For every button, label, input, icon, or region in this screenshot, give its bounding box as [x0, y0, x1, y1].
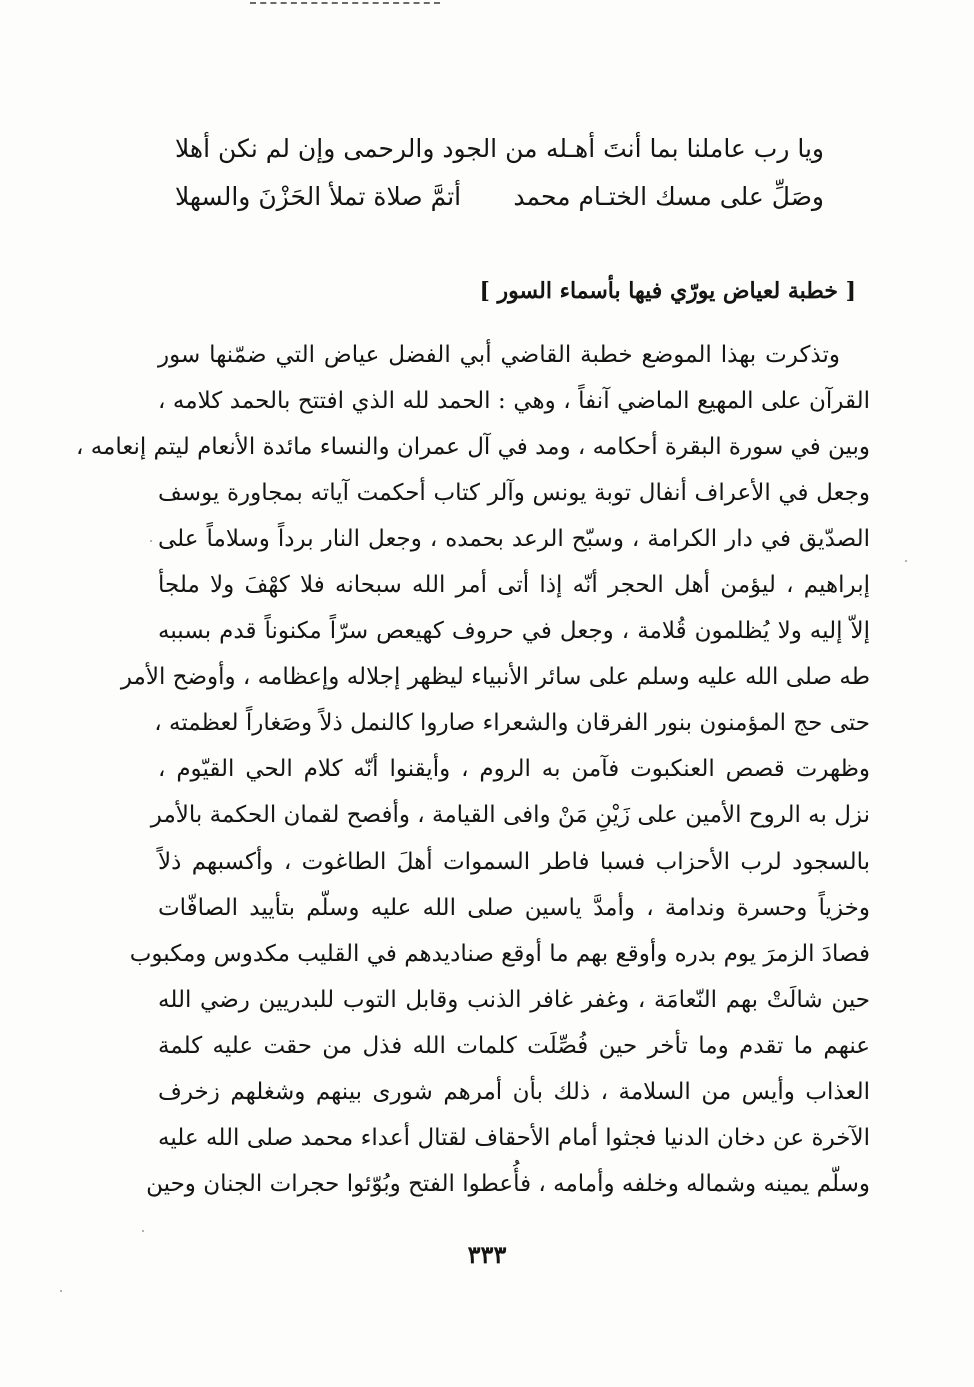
body-line: إلاّ إليه ولا يُظلمون قُلامة ، وجعل في حروف كهيعص سرّاً مكنوناً قدم بسببه [158, 618, 870, 645]
body-line: وبين في سورة البقرة أحكامه ، ومد في آل عمران والنساء مائدة الأنعام ليتم إنعامه ، [75, 434, 870, 461]
page-number: ٣٣٣ [467, 1240, 507, 1269]
body-line: إبراهيم ، ليؤمن أهل الحجر أنّه إذا أتى أمر الله سبحانه فلا كهْفَ ولا ملجأ [158, 572, 870, 599]
poem-line-1-second-hemistich: من الجود والرحمى وإن لم نكن أهلا [175, 134, 538, 163]
scan-speck [60, 1290, 62, 1292]
section-heading: [ خطبة لعياض يورّي فيها بأسماء السور ] [479, 278, 856, 304]
body-line: حتى حج المؤمنون بنور الفرقان والشعراء صاروا كالنمل ذلاً وصَغاراً لعظمته ، [154, 710, 870, 737]
top-edge-dashes [250, 2, 440, 4]
body-line: وجعل في الأعراف أنفال توبة يونس وآلر كتاب أحكمت آياته بمجاورة يوسف [158, 480, 870, 507]
body-line: وسلّم يمينه وشماله وخلفه وأمامه ، فأُعطوا الفتح وبُوّئوا حجرات الجنان وحين [146, 1170, 870, 1197]
poem-line-2-second-hemistich: أتمَّ صلاة تملأ الحَزْنَ والسهلا [175, 182, 462, 211]
scan-speck [142, 1230, 144, 1232]
body-line: وتذكرت بهذا الموضع خطبة القاضي أبي الفضل عياض التي ضمّنها سور [158, 342, 840, 368]
body-line: العذاب وأيس من السلامة ، ذلك بأن أمرهم شورى بينهم وشغلهم زخرف [158, 1078, 870, 1105]
body-line: طه صلى الله عليه وسلم على سائر الأنبياء ليظهر إجلاله وإعظامه ، وأوضح الأمر [120, 664, 870, 691]
body-paragraph [75, 332, 870, 1207]
body-line: القرآن على المهيع الماضي آنفاً ، وهي : الحمد لله الذي افتتح بالحمد كلامه ، [158, 388, 870, 415]
scan-speck [150, 540, 152, 542]
body-line: فصادَ الزمرَ يوم بدره وأوقع بهم ما أوقع صناديدهم في القليب مكدوس ومكبوب [129, 940, 870, 967]
body-line: نزل به الروح الأمين على زَيْنِ مَنْ وافى القيامة ، وأفصح لقمان الحكمة بالأمر [150, 802, 870, 829]
poem-line-1-first-hemistich: ويا رب عاملنا بما أنتَ أهـله [546, 134, 824, 163]
body-line: وظهرت قصص العنكبوت فآمن به الروم ، وأيقنوا أنّه كلام الحي القيّوم ، [158, 756, 870, 783]
scan-speck [905, 560, 907, 562]
body-line: الصدّيق في دار الكرامة ، وسبّح الرعد بحمده ، وجعل النار برداً وسلاماً على [158, 526, 870, 553]
body-line: عنهم ما تقدم وما تأخر حين فُصِّلَت كلمات الله فذل من حقت عليه كلمة [158, 1032, 870, 1059]
body-line: بالسجود لرب الأحزاب فسبا فاطر السموات أهلَ الطاغوت ، وأكسبهم ذلاً [158, 848, 870, 875]
body-line: حين شالَتْ بهم النّعامَة ، وغفر غافر الذنب وقابل التوب للبدريين رضي الله [158, 986, 870, 1013]
poem-line-2-first-hemistich: وصَلِّ على مسك الختـام محمد [513, 182, 824, 211]
body-line: وخزياً وحسرة وندامة ، وأمدَّ ياسين صلى الله عليه وسلّم بتأييد الصافّات [158, 894, 870, 921]
body-line: الآخرة عن دخان الدنيا فجثوا أمام الأحقاف لقتال أعداء محمد صلى الله عليه [158, 1124, 870, 1151]
